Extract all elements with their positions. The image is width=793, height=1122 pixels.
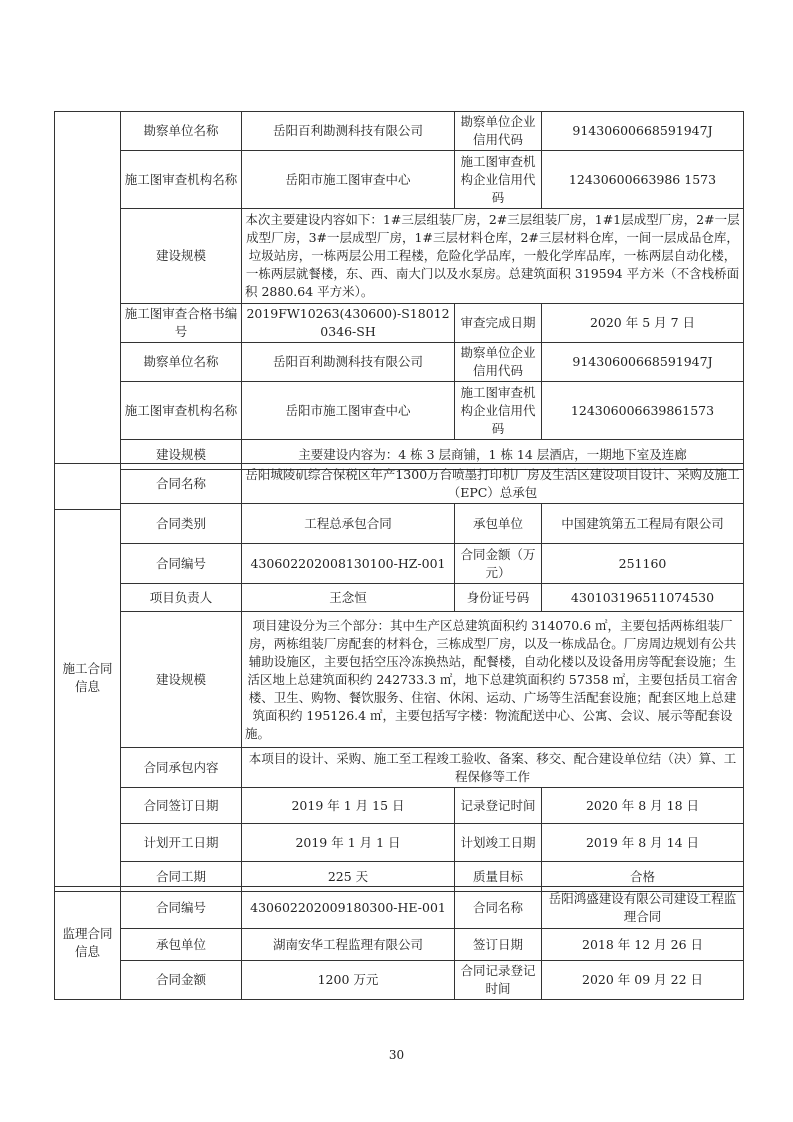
- field-value: 251160: [542, 544, 744, 584]
- field-label: 施工图审查机构名称: [121, 151, 242, 209]
- field-label: 身份证号码: [455, 584, 542, 612]
- field-value: 2020 年 8 月 18 日: [542, 788, 744, 824]
- field-label: 合同金额: [121, 961, 242, 1000]
- section-design: [55, 112, 121, 510]
- construction-scale-text: 主要建设内容为：4 栋 3 层商铺，1 栋 14 层酒店，一期地下室及连廊: [242, 440, 744, 470]
- field-label: 记录登记时间: [455, 788, 542, 824]
- field-value: 2019 年 1 月 1 日: [242, 824, 455, 862]
- field-label: 合同编号: [121, 544, 242, 584]
- field-label: 项目负责人: [121, 584, 242, 612]
- field-label: 建设规模: [121, 440, 242, 470]
- field-value: 225 天: [242, 862, 455, 892]
- section-construction-contract: 施工合同信息: [55, 464, 121, 892]
- field-value: 岳阳市施工图审查中心: [242, 382, 455, 440]
- field-label: 合同编号: [121, 887, 242, 929]
- field-value: 本项目的设计、采购、施工至工程竣工验收、备案、移交、配合建设单位结（决）算、工程保修等工作: [242, 748, 744, 788]
- field-label: 施工图审查合格书编号: [121, 304, 242, 343]
- field-label: 合同签订日期: [121, 788, 242, 824]
- field-value: 2018 年 12 月 26 日: [542, 929, 744, 961]
- field-value: 岳阳百利勘测科技有限公司: [242, 112, 455, 151]
- field-label: 施工图审查机构名称: [121, 382, 242, 440]
- field-value: 91430600668591947J: [542, 343, 744, 382]
- field-value: 2019 年 8 月 14 日: [542, 824, 744, 862]
- field-value: 12430600663986 1573: [542, 151, 744, 209]
- field-value: 岳阳鸿盛建设有限公司建设工程监理合同: [542, 887, 744, 929]
- field-label: 承包单位: [121, 929, 242, 961]
- field-value: 王念恒: [242, 584, 455, 612]
- field-label: 计划开工日期: [121, 824, 242, 862]
- field-value: 91430600668591947J: [542, 112, 744, 151]
- field-value: 2020 年 5 月 7 日: [542, 304, 744, 343]
- field-value: 124306006639861573: [542, 382, 744, 440]
- field-value: 中国建筑第五工程局有限公司: [542, 504, 744, 544]
- page-number: 30: [388, 1048, 405, 1062]
- field-value: 岳阳市施工图审查中心: [242, 151, 455, 209]
- field-value: 430602202008130100-HZ-001: [242, 544, 455, 584]
- field-value: 430602202009180300-HE-001: [242, 887, 455, 929]
- field-label: 合同类别: [121, 504, 242, 544]
- field-value: 2019FW10263(430600)-S180120346-SH: [242, 304, 455, 343]
- field-value: 合格: [542, 862, 744, 892]
- field-label: 勘察单位名称: [121, 343, 242, 382]
- field-label: 勘察单位名称: [121, 112, 242, 151]
- field-label: 签订日期: [455, 929, 542, 961]
- field-label: 合同承包内容: [121, 748, 242, 788]
- field-label: 审查完成日期: [455, 304, 542, 343]
- construction-scale-text: 项目建设分为三个部分：其中生产区总建筑面积约 314070.6 ㎡，主要包括两栋组装厂房，两栋组装厂房配套的材料仓，三栋成型厂房，以及一栋成品仓。厂房周边规划有公共辅助设施区，主要包括空压冷冻换热站，配餐楼，自动化楼以及设备用房等配套设施；生活区地上总建筑面积约 242733.3 ㎡，地下总建筑面积约 57358 ㎡，主要包括员工宿舍楼、卫生、购物、餐饮服务、住宿、休闲、运动、广场等生活配套设施；配套区地上总建筑面积约 195126.4 ㎡，主要包括写字楼：物流配送中心、公寓、会议、展示等配套设施。: [242, 612, 744, 748]
- field-label: 施工图审查机构企业信用代码: [455, 382, 542, 440]
- field-value: 1200 万元: [242, 961, 455, 1000]
- field-value: 2020 年 09 月 22 日: [542, 961, 744, 1000]
- field-label: 质量目标: [455, 862, 542, 892]
- construction-scale-text: 本次主要建设内容如下：1#三层组装厂房，2#三层组装厂房，1#1层成型厂房，2#一层成型厂房，3#一层成型厂房，1#三层材料仓库，2#三层材料仓库，一间一层成品仓库，垃圾站房，一栋两层公用工程楼，危险化学品库，一般化学库品库，一栋两层自动化楼，一栋两层就餐楼，东、西、南大门以及水泵房。总建筑面积 319594 平方米（不含栈桥面积 2880.64 平方米）。: [242, 209, 744, 304]
- field-label: 承包单位: [455, 504, 542, 544]
- field-label: 勘察单位企业信用代码: [455, 343, 542, 382]
- field-value: 430103196511074530: [542, 584, 744, 612]
- field-label: 合同金额（万元）: [455, 544, 542, 584]
- field-value: 湖南安华工程监理有限公司: [242, 929, 455, 961]
- field-label: 合同记录登记时间: [455, 961, 542, 1000]
- field-value: 岳阳百利勘测科技有限公司: [242, 343, 455, 382]
- field-value: 岳阳城陵矶综合保税区年产1300万台喷墨打印机厂房及生活区建设项目设计、采购及施工（EPC）总承包: [242, 464, 744, 504]
- supervision-contract-table: [54, 886, 744, 1000]
- field-label: 合同工期: [121, 862, 242, 892]
- project-info-table: [54, 111, 744, 510]
- construction-contract-table: [54, 463, 744, 892]
- field-label: 施工图审查机构企业信用代码: [455, 151, 542, 209]
- field-label: 合同名称: [455, 887, 542, 929]
- field-label: 建设规模: [121, 209, 242, 304]
- field-value: 工程总承包合同: [242, 504, 455, 544]
- field-label: 勘察单位企业信用代码: [455, 112, 542, 151]
- section-supervision-contract: 监理合同信息: [55, 887, 121, 1000]
- field-label: 建设规模: [121, 612, 242, 748]
- field-label: 计划竣工日期: [455, 824, 542, 862]
- field-value: 2019 年 1 月 15 日: [242, 788, 455, 824]
- field-label: 合同名称: [121, 464, 242, 504]
